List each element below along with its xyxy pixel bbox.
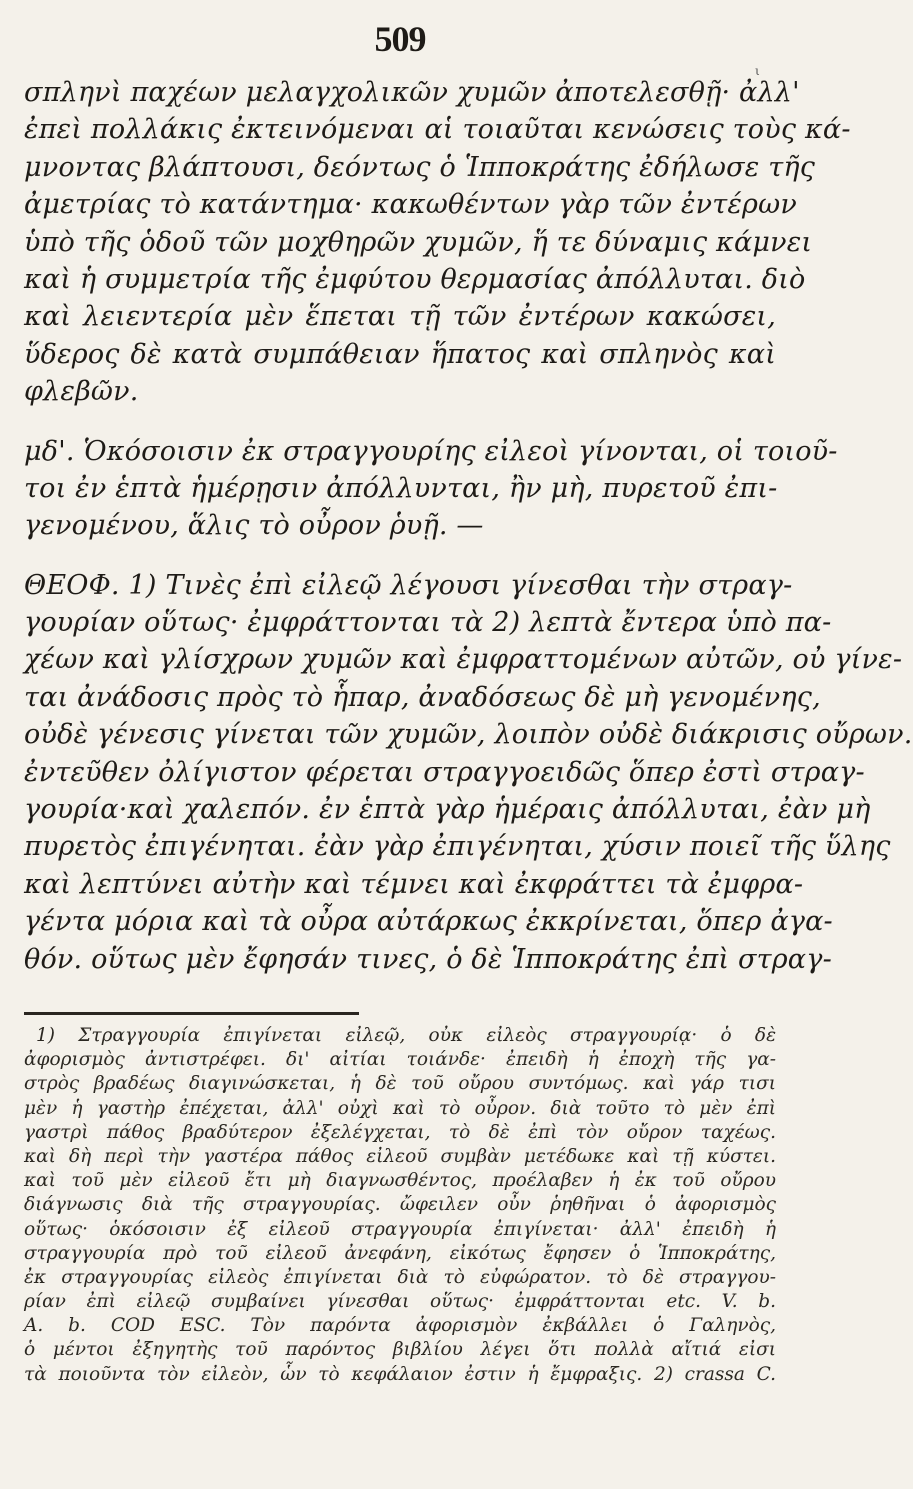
footnote-line: καὶ δὴ περὶ τὴν γαστέρα πάθος εἰλεοῦ συμβὰν μετέδωκε καὶ τῇ κύστει. [24, 1145, 776, 1167]
footnote-line: διάγνωσις διὰ τῆς στραγγουρίας. ὤφειλεν οὖν ῥηθῆναι ὁ ἀφορισμὸς [24, 1194, 776, 1216]
footnote-line: στραγγουρία πρὸ τοῦ εἰλεοῦ ἀνεφάνη, εἰκότως ἔφησεν ὁ Ἱπποκράτης, [24, 1242, 776, 1264]
text-line: οὐδὲ γένεσις γίνεται τῶν χυμῶν, λοιπὸν οὐδὲ διάκρισις οὔρων. [24, 719, 913, 751]
text-line: ἐπεὶ πολλάκις ἐκτεινόμεναι αἱ τοιαῦται κενώσεις τοὺς κά- [24, 114, 851, 146]
footnote-line: ρίαν ἐπὶ εἰλεῷ συμβαίνει γίνεσθαι οὕτως· ἐμφράττονται etc. V. b. [24, 1291, 776, 1313]
text-line: πυρετὸς ἐπιγένηται. ἐὰν γὰρ ἐπιγένηται, χύσιν ποιεῖ τῆς ὕλης [24, 831, 891, 863]
aphorism-heading: μδ'. Ὁκόσοισιν ἐκ στραγγουρίης εἰλεοὶ γίνονται, οἱ τοιοῦ- [24, 435, 838, 467]
text-line: θόν. οὕτως μὲν ἔφησάν τινες, ὁ δὲ Ἱπποκράτης ἐπὶ στραγ- [24, 943, 832, 975]
text-line: γενομένου, ἅλις τὸ οὖρον ῥυῇ. — [24, 510, 484, 542]
text-line: καὶ ἡ συμμετρία τῆς ἐμφύτου θερμασίας ἀπόλλυται. διὸ [24, 263, 806, 295]
text-line: ὕδερος δὲ κατὰ συμπάθειαν ἥπατος καὶ σπληνὸς καὶ [24, 338, 776, 370]
footnote-divider [24, 1012, 359, 1015]
text-line: καὶ λειεντερία μὲν ἕπεται τῇ τῶν ἐντέρων κακώσει, [24, 301, 776, 333]
footnote-line: 1) Στραγγουρία ἐπιγίνεται εἰλεῷ, οὐκ εἰλεὸς στραγγουρίᾳ· ὁ δὲ [36, 1025, 776, 1046]
text-line: φλεβῶν. [24, 376, 139, 408]
text-line: τοι ἐν ἑπτὰ ἡμέρῃσιν ἀπόλλυνται, ἢν μὴ, πυρετοῦ ἐπι- [24, 472, 778, 504]
footnote-line: μὲν ἡ γαστὴρ ἐπέχεται, ἀλλ' οὐχὶ καὶ τὸ οὖρον. διὰ τοῦτο τὸ μὲν ἐπὶ [24, 1097, 776, 1119]
text-line: γουρία·καὶ χαλεπόν. ἐν ἑπτὰ γὰρ ἡμέραις ἀπόλλυται, ἐὰν μὴ [24, 794, 871, 826]
text-line: καὶ λεπτύνει αὐτὴν καὶ τέμνει καὶ ἐκφράττει τὰ ἐμφρα- [24, 868, 804, 900]
text-line: χέων καὶ γλίσχρων χυμῶν καὶ ἐμφραττομένων αὐτῶν, οὐ γίνε- [24, 644, 903, 676]
page-number: 509 [374, 19, 426, 59]
text-line: ὑπὸ τῆς ὁδοῦ τῶν μοχθηρῶν χυμῶν, ἥ τε δύναμις κάμνει [24, 226, 813, 258]
footnote-line: καὶ τοῦ μὲν εἰλεοῦ ἔτι μὴ διαγνωσθέντος, προέλαβεν ἡ ἐκ τοῦ οὔρου [24, 1170, 776, 1192]
footnotes [24, 1024, 776, 1387]
text-line: ἀμετρίας τὸ κατάντημα· κακωθέντων γὰρ τῶν ἐντέρων [24, 189, 797, 221]
commentary-heading: ΘΕΟΦ. 1) Τινὲς ἐπὶ εἰλεῷ λέγουσι γίνεσθαι τὴν στραγ- [24, 569, 793, 601]
text-line: γουρίαν οὕτως· ἐμφράττονται τὰ 2) λεπτὰ ἔντερα ὑπὸ πα- [24, 607, 832, 639]
text-line: σπληνὶ παχέων μελαγχολικῶν χυμῶν ἀποτελεσθῇ· ἀλλ' [24, 77, 800, 108]
footnote-line: ἀφορισμὸς ἀντιστρέφει. δι' αἰτίαι τοιάνδε· ἐπειδὴ ἡ ἐποχὴ τῆς γα- [24, 1049, 776, 1071]
main-text [24, 74, 913, 978]
footnote-line: οὕτως· ὁκόσοισιν ἐξ εἰλεοῦ στραγγουρία ἐπιγίνεται· ἀλλ' ἐπειδὴ ἡ [24, 1218, 776, 1240]
footnote-line: ὁ μέντοι ἐξηγητὴς τοῦ παρόντος βιβλίου λέγει ὅτι πολλὰ αἴτιά εἰσι [24, 1339, 776, 1361]
footnote-line: A. b. COD ESC. Τὸν παρόντα ἀφορισμὸν ἐκβάλλει ὁ Γαληνὸς, [24, 1315, 776, 1337]
text-line: ἐντεῦθεν ὀλίγιστον φέρεται στραγγοειδῶς ὅπερ ἐστὶ στραγ- [24, 756, 865, 788]
footnote-line: γαστρὶ πάθος βραδύτερον ἐξελέγχεται, τὸ δὲ ἐπὶ τὸν οὔρον ταχέως. [24, 1121, 776, 1143]
footnote-line: στρὸς βραδέως διαγινώσκεται, ἡ δὲ τοῦ οὔρου συντόμως. καὶ γάρ τισι [24, 1073, 776, 1095]
margin-mark: ι [755, 64, 760, 78]
footnote-line: τὰ ποιοῦντα τὸν εἰλεὸν, ὧν τὸ κεφάλαιον ἐστιν ἡ ἔμφραξις. 2) crassa C. [24, 1363, 776, 1385]
footnote-line: ἐκ στραγγουρίας εἰλεὸς ἐπιγίνεται διὰ τὸ εὐφώρατον. τὸ δὲ στραγγου- [24, 1266, 776, 1288]
text-line: μνοντας βλάπτουσι, δεόντως ὁ Ἱπποκράτης ἐδήλωσε τῆς [24, 151, 816, 183]
text-line: ται ἀνάδοσις πρὸς τὸ ἧπαρ, ἀναδόσεως δὲ μὴ γενομένης, [24, 681, 821, 713]
text-line: γέντα μόρια καὶ τὰ οὖρα αὐτάρκως ἐκκρίνεται, ὅπερ ἀγα- [24, 906, 833, 938]
